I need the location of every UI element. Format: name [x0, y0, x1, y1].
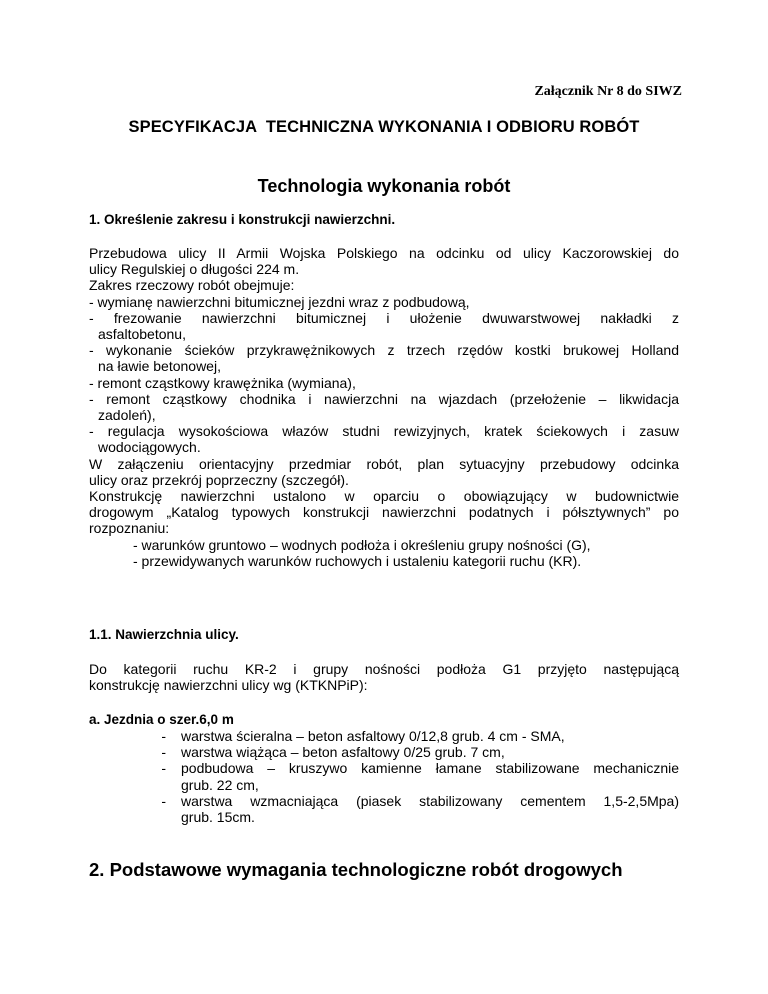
section-a-heading: a. Jezdnia o szer.6,0 m: [89, 712, 234, 727]
body-line: W załączeniu orientacyjny przedmiar robót, plan sytuacyjny przebudowy odcinka: [89, 455, 679, 472]
list-item-text: warstwa ścieralna – beton asfaltowy 0/12,8 grub. 4 cm - SMA,: [181, 728, 565, 744]
body-line: - remont cząstkowy chodnika i nawierzchni na wjazdach (przełożenie – likwidacja: [89, 390, 679, 407]
body-line: wodociągowych.: [98, 439, 201, 456]
list-item: [89, 793, 679, 825]
body-line: zadoleń),: [98, 407, 156, 424]
body-line: Zakres rzeczowy robót obejmuje:: [89, 277, 295, 294]
section-2-heading: 2. Podstawowe wymagania technologiczne robót drogowych: [89, 859, 623, 880]
body-line: rozpoznaniu:: [89, 520, 170, 537]
list-item-text-cont: grub. 15cm.: [181, 809, 255, 826]
body-line: - przewidywanych warunków ruchowych i ustaleniu kategorii ruchu (KR).: [133, 552, 582, 569]
list-item-text: warstwa wiążąca – beton asfaltowy 0/25 grub. 7 cm,: [181, 744, 505, 761]
list-dash: -: [161, 744, 166, 761]
list-item-text-cont: grub. 22 cm,: [181, 776, 259, 793]
section-1-heading: 1. Określenie zakresu i konstrukcji nawierzchni.: [89, 212, 396, 227]
list-item: [89, 760, 679, 792]
list-item: [89, 728, 679, 744]
list-dash: -: [161, 728, 166, 744]
list-dash: -: [161, 792, 166, 809]
list-item: [89, 744, 679, 760]
body-line: ulicy oraz przekrój poprzeczny (szczegół).: [89, 471, 349, 488]
list-item-text: warstwa wzmacniająca (piasek stabilizowany cementem 1,5-2,5Mpa): [181, 792, 679, 809]
body-line: - warunków gruntowo – wodnych podłoża i określeniu grupy nośności (G),: [133, 536, 591, 553]
body-line: drogowym „Katalog typowych konstrukcji nawierzchni podatnych i półsztywnych” po: [89, 504, 679, 521]
document-title: SPECYFIKACJA TECHNICZNA WYKONANIA I ODBIORU ROBÓT: [128, 118, 640, 136]
body-line: asfaltobetonu,: [98, 326, 186, 343]
section-1-1-heading: 1.1. Nawierzchnia ulicy.: [89, 627, 239, 642]
body-line: - wymianę nawierzchni bitumicznej jezdni wraz z podbudową,: [89, 293, 470, 310]
body-line: - remont cząstkowy krawężnika (wymiana),: [89, 374, 356, 391]
document-subtitle: Technologia wykonania robót: [257, 176, 511, 196]
body-line: Konstrukcję nawierzchni ustalono w oparciu o obowiązujący w budownictwie: [89, 488, 679, 505]
list-dash: -: [161, 760, 166, 777]
list-item-text: podbudowa – kruszywo kamienne łamane stabilizowane mechanicznie: [181, 760, 679, 777]
body-line: na ławie betonowej,: [98, 358, 221, 375]
body-line: - frezowanie nawierzchni bitumicznej i ułożenie dwuwarstwowej nakładki z: [89, 309, 679, 326]
body-line: konstrukcję nawierzchni ulicy wg (KTKNPiP):: [89, 677, 368, 694]
body-line: - regulacja wysokościowa włazów studni rewizyjnych, kratek ściekowych i zasuw: [89, 423, 679, 440]
body-line: Do kategorii ruchu KR-2 i grupy nośności podłoża G1 przyjęto następującą: [89, 661, 679, 677]
annex-label: Załącznik Nr 8 do SIWZ: [534, 84, 682, 99]
section-1-1-body: [89, 661, 679, 693]
section-1-body: [89, 245, 679, 569]
body-line: - wykonanie ścieków przykrawężnikowych z trzech rzędów kostki brukowej Holland: [89, 342, 679, 359]
layer-list: [89, 728, 679, 825]
body-line: ulicy Regulskiej o długości 224 m.: [89, 261, 300, 278]
body-line: Przebudowa ulicy II Armii Wojska Polskiego na odcinku od ulicy Kaczorowskiej do: [89, 245, 679, 261]
